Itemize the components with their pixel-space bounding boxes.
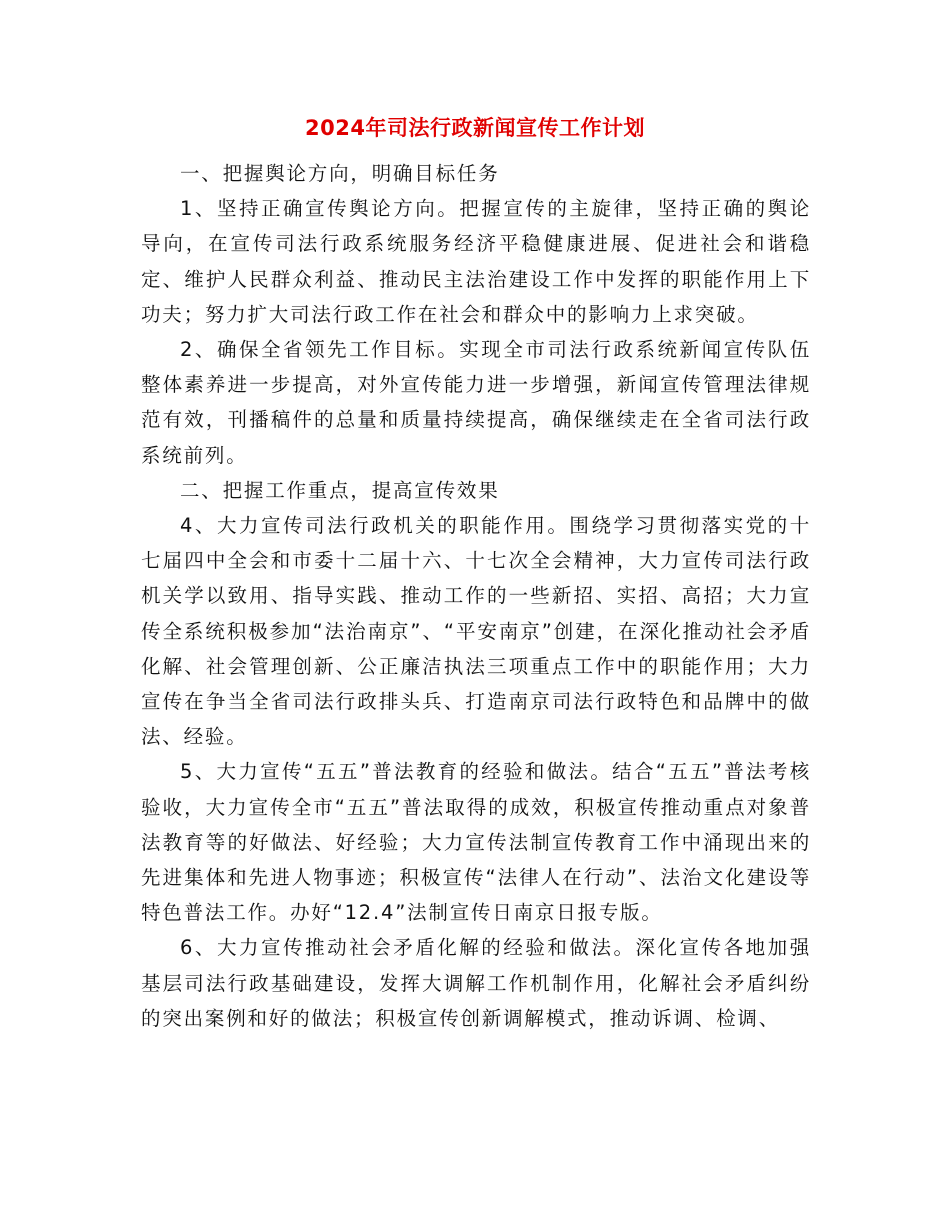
- paragraph-2: 2、确保全省领先工作目标。实现全市司法行政系统新闻宣传队伍整体素养进一步提高，对外宣传能力进一步增强，新闻宣传管理法律规范有效，刊播稿件的总量和质量持续提高，确保继续走在全省司法行政系统前列。: [141, 338, 811, 467]
- paragraph-4: 4、大力宣传司法行政机关的职能作用。围绕学习贯彻落实党的十七届四中全会和市委十二届十六、十七次全会精神，大力宣传司法行政机关学以致用、指导实践、推动工作的一些新招、实招、高招；大力宣传全系统积极参加“法治南京”、“平安南京”创建，在深化推动社会矛盾化解、社会管理创新、公正廉洁执法三项重点工作中的职能作用；大力宣传在争当全省司法行政排头兵、打造南京司法行政特色和品牌中的做法、经验。: [141, 514, 811, 749]
- paragraph-5: 5、大力宣传“五五”普法教育的经验和做法。结合“五五”普法考核验收，大力宣传全市“五五”普法取得的成效，积极宣传推动重点对象普法教育等的好做法、好经验；大力宣传法制宣传教育工作中涌现出来的先进集体和先进人物事迹；积极宣传“法律人在行动”、法治文化建设等特色普法工作。办好“12.4”法制宣传日南京日报专版。: [141, 760, 811, 925]
- paragraph-1: 1、坚持正确宣传舆论方向。把握宣传的主旋律，坚持正确的舆论导向，在宣传司法行政系统服务经济平稳健康进展、促进社会和谐稳定、维护人民群众利益、推动民主法治建设工作中发挥的职能作用上下功夫；努力扩大司法行政工作在社会和群众中的影响力上求突破。: [141, 197, 811, 326]
- section-heading-1: 一、把握舆论方向，明确目标任务: [180, 162, 500, 185]
- paragraph-6: 6、大力宣传推动社会矛盾化解的经验和做法。深化宣传各地加强基层司法行政基础建设，发挥大调解工作机制作用，化解社会矛盾纠纷的突出案例和好的做法；积极宣传创新调解模式，推动诉调、检调、: [141, 936, 811, 1030]
- document-title: 2024年司法行政新闻宣传工作计划: [305, 116, 645, 140]
- section-heading-2: 二、把握工作重点，提高宣传效果: [180, 478, 500, 502]
- document-body: [141, 156, 811, 1036]
